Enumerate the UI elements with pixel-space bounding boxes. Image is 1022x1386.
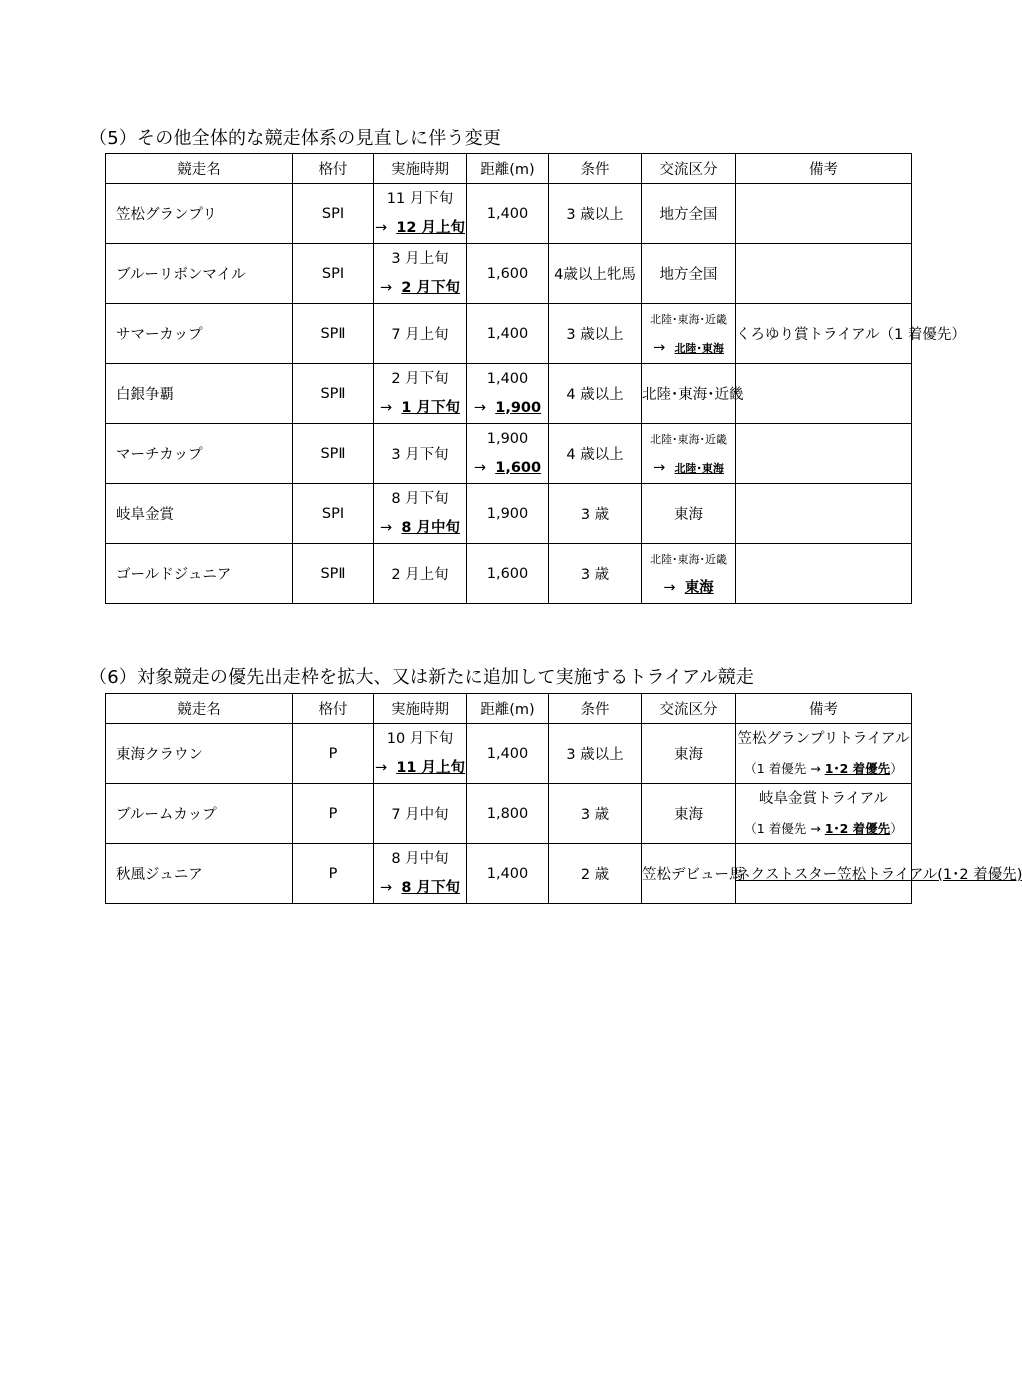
distance-new: 1,900: [495, 399, 542, 416]
race-name: マーチカップ: [106, 424, 293, 484]
arrow: →: [379, 399, 393, 416]
race-distance: [467, 424, 549, 484]
arrow: →: [810, 760, 821, 776]
race-period: [374, 484, 467, 544]
race-exchange: 東海: [642, 484, 736, 544]
race-condition: 4 歳以上: [549, 364, 642, 424]
period-new: 12 月上旬: [396, 219, 466, 236]
race-condition: 4 歳以上: [549, 424, 642, 484]
exchange-change: [642, 454, 735, 483]
arrow: →: [653, 459, 666, 476]
exchange-new: 北陸･東海: [674, 461, 724, 475]
header-grade: 格付: [293, 694, 374, 724]
race-exchange: 北陸･東海･近畿: [642, 364, 736, 424]
note-close: ）: [890, 820, 903, 836]
arrow: →: [374, 759, 388, 776]
race-condition: 4歳以上牝馬: [549, 244, 642, 304]
period-old: 8 月中旬: [391, 850, 449, 867]
race-condition: 3 歳以上: [549, 724, 642, 784]
race-condition: 3 歳以上: [549, 304, 642, 364]
race-grade: SPⅠ: [293, 244, 374, 304]
arrow: →: [374, 219, 388, 236]
race-note: [736, 364, 912, 424]
race-distance: 1,600: [467, 244, 549, 304]
race-name: ブルームカップ: [106, 784, 293, 844]
note-line1: 岐阜金賞トライアル: [758, 790, 889, 807]
race-distance: 1,400: [467, 724, 549, 784]
table-row: [106, 424, 912, 484]
period-old: 2 月下旬: [391, 370, 449, 387]
race-exchange: 地方全国: [642, 244, 736, 304]
race-note: ネクストスター笠松トライアル(1･2 着優先): [736, 844, 912, 904]
race-exchange: [642, 424, 736, 484]
header-note: 備考: [736, 694, 912, 724]
distance-change: [467, 394, 548, 423]
race-period: 7 月中旬: [374, 784, 467, 844]
period-old: 11 月下旬: [386, 190, 454, 207]
arrow: →: [663, 579, 676, 596]
arrow: →: [473, 459, 487, 476]
race-exchange: 地方全国: [642, 184, 736, 244]
period-change: [374, 754, 466, 783]
race-name: 白銀争覇: [106, 364, 293, 424]
note-line2: [736, 754, 911, 783]
exchange-old: 北陸･東海･近畿: [650, 552, 727, 566]
header-race-name: 競走名: [106, 694, 293, 724]
race-period: [374, 724, 467, 784]
race-name: ゴールドジュニア: [106, 544, 293, 604]
race-exchange: 笠松デビュー馬: [642, 844, 736, 904]
table-row: [106, 184, 912, 244]
header-exchange: 交流区分: [642, 154, 736, 184]
table-row: [106, 844, 912, 904]
race-distance: 1,800: [467, 784, 549, 844]
distance-new: 1,600: [495, 459, 542, 476]
race-grade: SPⅡ: [293, 544, 374, 604]
race-distance: 1,600: [467, 544, 549, 604]
arrow: →: [379, 519, 393, 536]
table-row: [106, 244, 912, 304]
arrow: →: [810, 820, 821, 836]
race-grade: SPⅠ: [293, 484, 374, 544]
period-change: [374, 394, 466, 423]
race-grade: SPⅡ: [293, 304, 374, 364]
period-old: 10 月下旬: [386, 730, 454, 747]
race-grade: SPⅠ: [293, 184, 374, 244]
race-period: 3 月下旬: [374, 424, 467, 484]
section-6-title: （6）対象競走の優先出走枠を拡大、又は新たに追加して実施するトライアル競走: [89, 667, 755, 688]
race-period: [374, 364, 467, 424]
race-note: [736, 424, 912, 484]
distance-old: 1,400: [486, 370, 529, 387]
exchange-old: 北陸･東海･近畿: [650, 312, 727, 326]
race-note: [736, 784, 912, 844]
race-period: [374, 844, 467, 904]
race-note: [736, 244, 912, 304]
exchange-old: 北陸･東海･近畿: [650, 432, 727, 446]
exchange-new: 北陸･東海: [674, 341, 724, 355]
race-condition: 3 歳: [549, 784, 642, 844]
note-old: （1 着優先: [744, 760, 807, 776]
race-exchange: 東海: [642, 784, 736, 844]
race-period: 7 月上旬: [374, 304, 467, 364]
period-old: 3 月上旬: [391, 250, 449, 267]
header-period: 実施時期: [374, 154, 467, 184]
race-period: 2 月上旬: [374, 544, 467, 604]
period-change: [374, 274, 466, 303]
period-new: 8 月下旬: [401, 879, 460, 896]
period-old: 8 月下旬: [391, 490, 449, 507]
header-distance: 距離(m): [467, 154, 549, 184]
race-condition: 2 歳: [549, 844, 642, 904]
exchange-change: [642, 574, 735, 603]
header-note: 備考: [736, 154, 912, 184]
arrow: →: [473, 399, 487, 416]
period-new: 1 月下旬: [401, 399, 460, 416]
header-condition: 条件: [549, 694, 642, 724]
arrow: →: [653, 339, 666, 356]
trial-race-table: [105, 693, 1022, 904]
arrow: →: [379, 279, 393, 296]
race-grade: SPⅡ: [293, 424, 374, 484]
period-new: 11 月上旬: [396, 759, 466, 776]
exchange-change: [642, 334, 735, 363]
section-5-title: （5）その他全体的な競走体系の見直しに伴う変更: [89, 128, 502, 149]
table-row: [106, 304, 912, 364]
race-distance: [467, 364, 549, 424]
note-new: 1･2 着優先: [824, 760, 891, 776]
distance-change: [467, 454, 548, 483]
race-name: 笠松グランプリ: [106, 184, 293, 244]
race-grade: SPⅡ: [293, 364, 374, 424]
period-change: [374, 874, 466, 903]
race-name: 岐阜金賞: [106, 484, 293, 544]
header-exchange: 交流区分: [642, 694, 736, 724]
race-distance: 1,400: [467, 184, 549, 244]
race-distance: 1,400: [467, 304, 549, 364]
race-distance: 1,400: [467, 844, 549, 904]
race-name: 東海クラウン: [106, 724, 293, 784]
note-line2: [736, 814, 911, 843]
race-period: [374, 184, 467, 244]
distance-old: 1,900: [486, 430, 529, 447]
header-race-name: 競走名: [106, 154, 293, 184]
table-row: [106, 724, 912, 784]
table-row: [106, 784, 912, 844]
race-condition: 3 歳: [549, 544, 642, 604]
period-change: [374, 214, 466, 243]
race-name: 秋風ジュニア: [106, 844, 293, 904]
table-header-row: [106, 154, 912, 184]
period-new: 2 月下旬: [401, 279, 460, 296]
note-old: （1 着優先: [744, 820, 807, 836]
race-period: [374, 244, 467, 304]
header-period: 実施時期: [374, 694, 467, 724]
table-row: [106, 484, 912, 544]
race-distance: 1,900: [467, 484, 549, 544]
header-distance: 距離(m): [467, 694, 549, 724]
arrow: →: [379, 879, 393, 896]
note-close: ）: [890, 760, 903, 776]
race-name: サマーカップ: [106, 304, 293, 364]
header-condition: 条件: [549, 154, 642, 184]
race-note: [736, 544, 912, 604]
header-grade: 格付: [293, 154, 374, 184]
race-grade: P: [293, 844, 374, 904]
race-grade: P: [293, 724, 374, 784]
note-line1: 笠松グランプリトライアル: [737, 730, 910, 747]
table-row: [106, 364, 912, 424]
race-exchange: 東海: [642, 724, 736, 784]
period-change: [374, 514, 466, 543]
race-note: [736, 484, 912, 544]
exchange-new: 東海: [684, 579, 714, 596]
race-note: [736, 724, 912, 784]
race-condition: 3 歳: [549, 484, 642, 544]
race-exchange: [642, 544, 736, 604]
period-new: 8 月中旬: [401, 519, 460, 536]
race-exchange: [642, 304, 736, 364]
table-header-row: [106, 694, 912, 724]
race-name: ブルーリボンマイル: [106, 244, 293, 304]
race-note: [736, 184, 912, 244]
race-grade: P: [293, 784, 374, 844]
race-change-table: [105, 153, 966, 604]
table-row: [106, 544, 912, 604]
note-new: 1･2 着優先: [824, 820, 891, 836]
race-note: くろゆり賞トライアル（1 着優先）: [736, 304, 912, 364]
race-condition: 3 歳以上: [549, 184, 642, 244]
